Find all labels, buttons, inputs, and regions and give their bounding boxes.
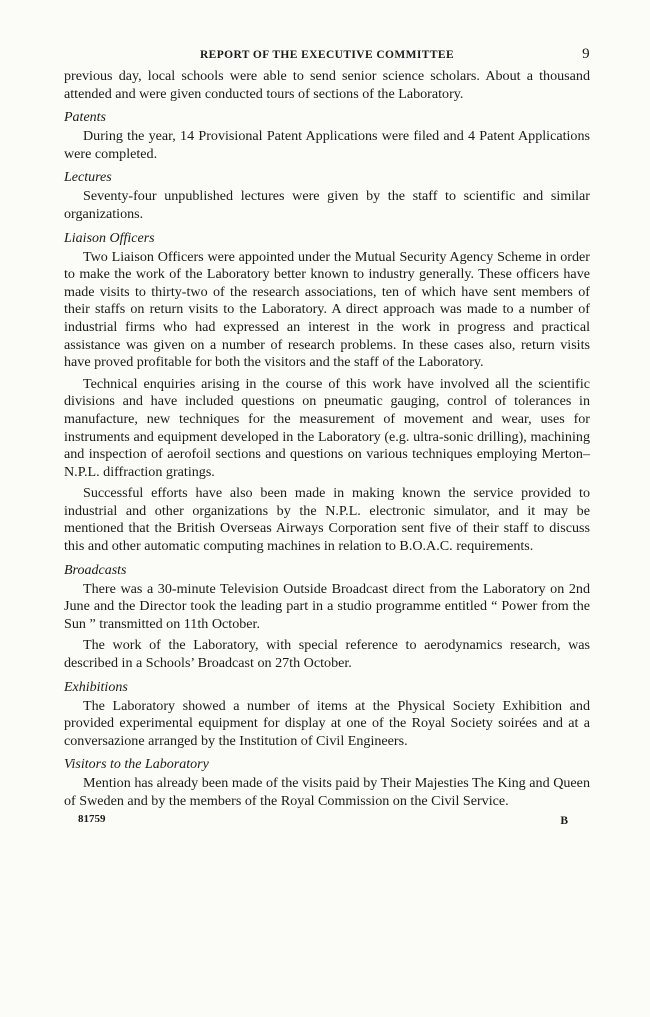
broadcasts-heading: Broadcasts	[64, 562, 127, 578]
exhibitions-heading: Exhibitions	[64, 679, 128, 695]
broadcasts-paragraph-2: The work of the Laboratory, with special reference to aerodynamics research, was described in a Schools’ Broadcast on 27th October.	[64, 637, 590, 672]
visitors-paragraph: Mention has already been made of the visits paid by Their Majesties The King and Queen of Sweden and by the members of the Royal Commission on the Civil Service.	[64, 775, 590, 809]
broadcasts-paragraph-1: There was a 30-minute Television Outside Broadcast direct from the Laboratory on 2nd June and the Director took the leading part in a studio programme entitled “ Power from the Sun ” transmitted on 11th October.	[64, 580, 590, 632]
patents-paragraph: During the year, 14 Provisional Patent Applications were filed and 4 Patent Applications were completed.	[64, 128, 590, 162]
lectures-paragraph: Seventy-four unpublished lectures were given by the staff to scientific and similar organizations.	[64, 188, 590, 222]
page-footer	[64, 813, 590, 831]
report-page	[64, 46, 590, 831]
running-head-title: REPORT OF THE EXECUTIVE COMMITTEE	[199, 49, 455, 61]
running-header	[64, 46, 590, 68]
liaison-paragraph-2: Technical enquiries arising in the course of this work have involved all the scientific divisions and have included questions on pneumatic gauging, control of tolerances in manufacture, new techniques for the measurement of movement and wear, uses for instruments and equipment developed in the Laboratory (e.g. ultra-sonic drilling), machining and inspection of aerofoil sections and questions on various techniques employing Merton–N.P.L. diffraction gratings.	[64, 375, 590, 480]
sheet-letter: B	[560, 814, 568, 827]
liaison-paragraph-3: Successful efforts have also been made in making known the service provided to industrial and other organizations by the N.P.L. electronic simulator, and it may be mentioned that the British Overseas Airways Corporation sent five of their staff to discuss this and other automatic computing machines in relation to B.O.A.C. requirements.	[64, 485, 590, 555]
page-number: 9	[582, 46, 590, 62]
patents-heading: Patents	[64, 110, 106, 126]
visitors-heading: Visitors to the Laboratory	[64, 757, 209, 773]
signature-code: 81759	[78, 812, 106, 825]
liaison-paragraph-1: Two Liaison Officers were appointed under the Mutual Security Agency Scheme in order to make the work of the Laboratory better known to industry generally. These officers have made visits to thirty-two of the research associations, ten of which have sent members of their staffs on return visits to the Laboratory. A direct approach was made to a number of industrial firms who had expressed an interest in the work in progress and practical assistance was given on a number of research problems. In these cases also, return visits have proved profitable for both the visitors and the staff of the Laboratory.	[64, 248, 590, 371]
lectures-heading: Lectures	[64, 170, 112, 186]
liaison-officers-heading: Liaison Officers	[64, 230, 155, 246]
exhibitions-paragraph: The Laboratory showed a number of items at the Physical Society Exhibition and provided experimental equipment for display at one of the Royal Society soirées and at a conversazione arranged by the Institution of Civil Engineers.	[64, 697, 590, 749]
intro-paragraph: previous day, local schools were able to send senior science scholars. About a thousand attended and were given conducted tours of sections of the Laboratory.	[64, 68, 590, 102]
